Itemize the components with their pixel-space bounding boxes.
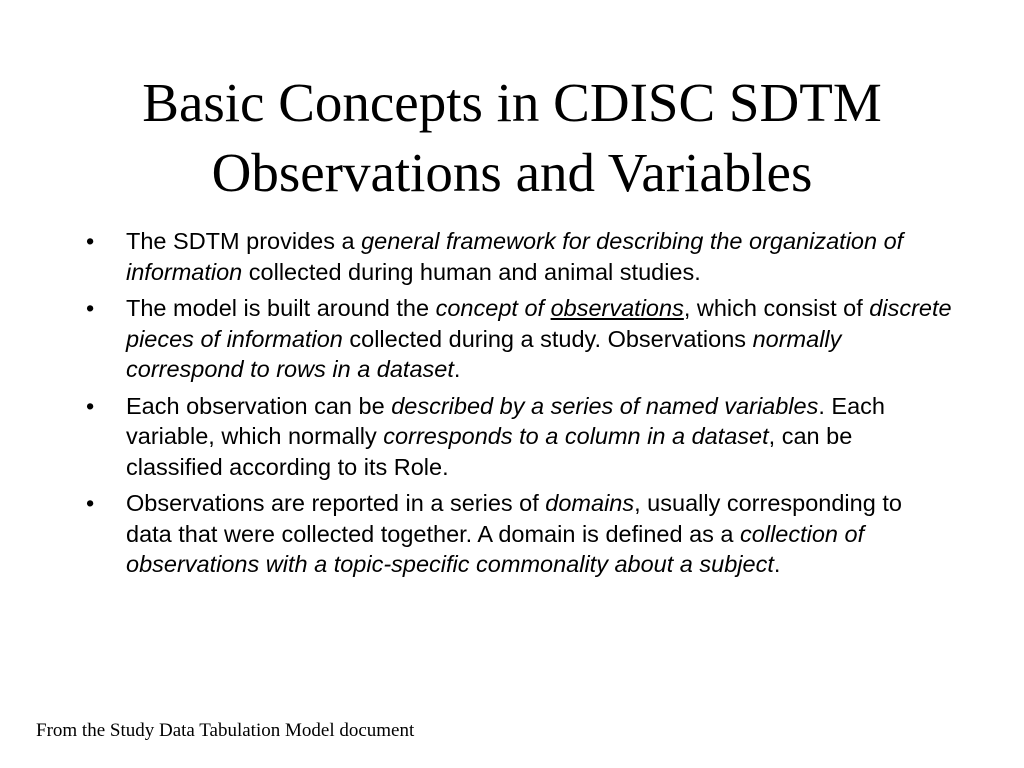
bullet-1-text-2: collected during human and animal studies. [242,258,701,285]
bullet-1-italic-1: general framework for describing the organization of information [126,228,904,285]
bullet-4-italic-1: domains [545,490,635,516]
slide-title-line-1: Basic Concepts in CDISC SDTM [142,72,882,133]
bullet-3-italic-2: corresponds to a column in a dataset [383,423,769,449]
footer-source-note: From the Study Data Tabulation Model document [36,720,415,741]
bullet-2-text-1: The model is built around the [126,295,436,321]
bullet-4-text-3: . [773,551,781,577]
bullet-2-italic-2: discrete pieces of information [126,295,952,352]
bullet-item-1 [84,226,954,287]
bullet-2-text-2: , which consist of [683,295,870,321]
bullet-list [84,226,954,586]
bullet-3-text-1: Each observation can be [126,392,392,419]
bullet-item-3 [84,391,954,483]
bullet-icon: • [86,228,95,254]
bullet-icon: • [86,490,95,516]
bullet-item-2 [84,293,954,385]
bullet-2-text-4: . [453,356,461,382]
bullet-4-text-2: , usually corresponding to data that were collected together. A domain is defined as a [126,490,902,547]
slide-title [40,68,984,208]
bullet-item-4 [84,488,954,580]
bullet-2-italic-3: normally correspond to rows in a dataset [126,325,842,382]
bullet-2-italic-underline: observations [550,295,684,321]
bullet-icon: • [86,392,95,419]
bullet-2-italic-1: concept of [435,295,551,321]
bullet-4-italic-2: collection of observations with a topic-specific commonality about a subject [126,520,865,577]
slide-title-line-2: Observations and Variables [211,142,813,203]
bullet-1-text-1: The SDTM provides a [126,228,362,254]
bullet-3-text-2: . Each variable, which normally [126,392,885,449]
bullet-4-text-1: Observations are reported in a series of [126,490,546,516]
bullet-2-italic-underline-wrap [551,295,684,321]
bullet-2-text-3: collected during a study. Observations [342,325,753,352]
bullet-3-italic-1: described by a series of named variables [391,392,819,419]
bullet-3-text-3: , can be classified according to its Role. [126,423,853,480]
bullet-icon: • [86,295,95,321]
